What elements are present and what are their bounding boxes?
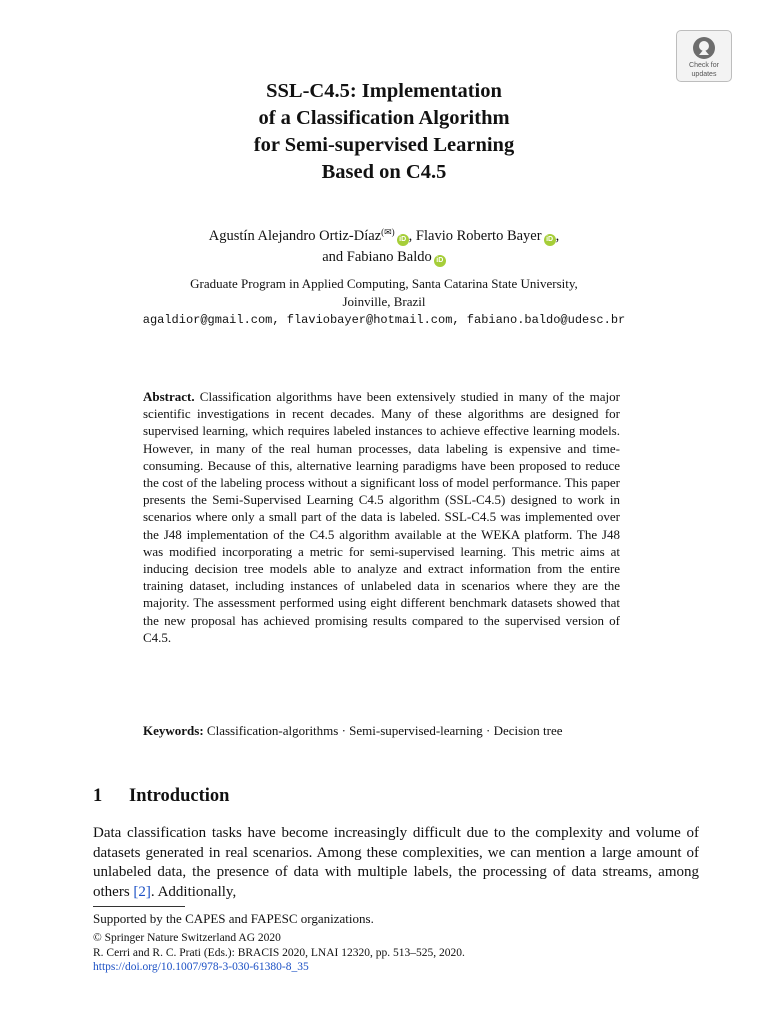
title-line: Based on C4.5 [321, 161, 447, 183]
orcid-icon[interactable]: iD [397, 234, 409, 246]
copyright-line: © Springer Nature Switzerland AG 2020 [93, 932, 281, 944]
footnote: Supported by the CAPES and FAPESC organizations. [93, 911, 374, 926]
abstract [143, 388, 620, 646]
footnote-divider [93, 906, 185, 907]
keywords [143, 722, 620, 739]
author-line-2 [0, 247, 768, 268]
abstract-label: Abstract. [143, 389, 195, 404]
affiliation-line-1: Graduate Program in Applied Computing, Santa Catarina State University, [190, 276, 578, 291]
intro-text: Data classification tasks have become increasingly difficult due to the complexity and volume of datasets generated in real scenarios. Among these complexities, we can mention a large amount of unlabeled data, the presence of data with multiple labels, the processing of data streams, among others [93, 825, 699, 900]
citation-line: R. Cerri and R. C. Prati (Eds.): BRACIS 2020, LNAI 12320, pp. 513–525, 2020. [93, 946, 465, 959]
title-line: SSL-C4.5: Implementation [266, 80, 502, 102]
author-name: Agustín Alejandro Ortiz-Díaz [208, 228, 382, 244]
author-line-1 [0, 222, 768, 247]
section-heading [93, 784, 229, 808]
author-conjunction: and [322, 249, 344, 265]
badge-text-line1: Check for [689, 62, 719, 69]
copyright-block [93, 931, 713, 975]
badge-text-line2: updates [691, 71, 717, 78]
section-number: 1 [93, 786, 103, 806]
crossmark-icon [691, 35, 717, 61]
author-separator: , [408, 228, 413, 244]
intro-text-continued: . Additionally, [150, 883, 237, 900]
paper-title [0, 78, 768, 186]
corresponding-mail-mark: (✉) [381, 227, 395, 237]
title-line: of a Classification Algorithm [258, 107, 510, 129]
keywords-label: Keywords: [143, 723, 204, 738]
keywords-text: Classification-algorithms · Semi-supervised-learning · Decision tree [206, 723, 563, 738]
author-name: Flavio Roberto Bayer [415, 228, 542, 244]
doi-link[interactable]: https://doi.org/10.1007/978-3-030-61380-8_35 [93, 961, 309, 973]
orcid-icon[interactable]: iD [434, 255, 446, 267]
affiliation-line-2: Joinville, Brazil [342, 294, 426, 309]
affiliation [0, 275, 768, 329]
author-separator: , [555, 228, 560, 244]
author-emails[interactable]: agaldior@gmail.com, flaviobayer@hotmail.com, fabiano.baldo@udesc.br [142, 313, 626, 327]
section-title: Introduction [129, 786, 230, 806]
author-list [0, 222, 768, 268]
orcid-icon[interactable]: iD [544, 234, 556, 246]
abstract-text: Classification algorithms have been extensively studied in many of the major scientific investigations in recent decades. Many of these algorithms are designed for supervised learning, which requires labeled instances to achieve effective learning models. However, in many of the real human processes, data labeling is expensive and time-consuming. Because of this, alternative learning paradigms have been proposed to reduce the cost of the labeling process without a significant loss of model performance. This paper presents the Semi-Supervised Learning C4.5 algorithm (SSL-C4.5) designed to work in scenarios where only a small part of the data is labeled. SSL-C4.5 was implemented over the J48 implementation of the C4.5 algorithm available at the WEKA platform. The J48 was modified incorporating a metric for semi-supervised learning. This metric aims at inducing decision tree models able to analyze and extract information from the entire training dataset, including instances of unlabeled data in scenarios where they are the majority. The assessment performed using eight different benchmark datasets showed that the new proposal has achieved promising results compared to the supervised version of C4.5. [143, 389, 621, 645]
introduction-paragraph [93, 824, 699, 902]
check-for-updates-badge[interactable] [676, 30, 732, 82]
title-line: for Semi-supervised Learning [253, 134, 515, 156]
author-name: Fabiano Baldo [346, 249, 432, 265]
citation-link[interactable]: [2] [133, 883, 151, 900]
